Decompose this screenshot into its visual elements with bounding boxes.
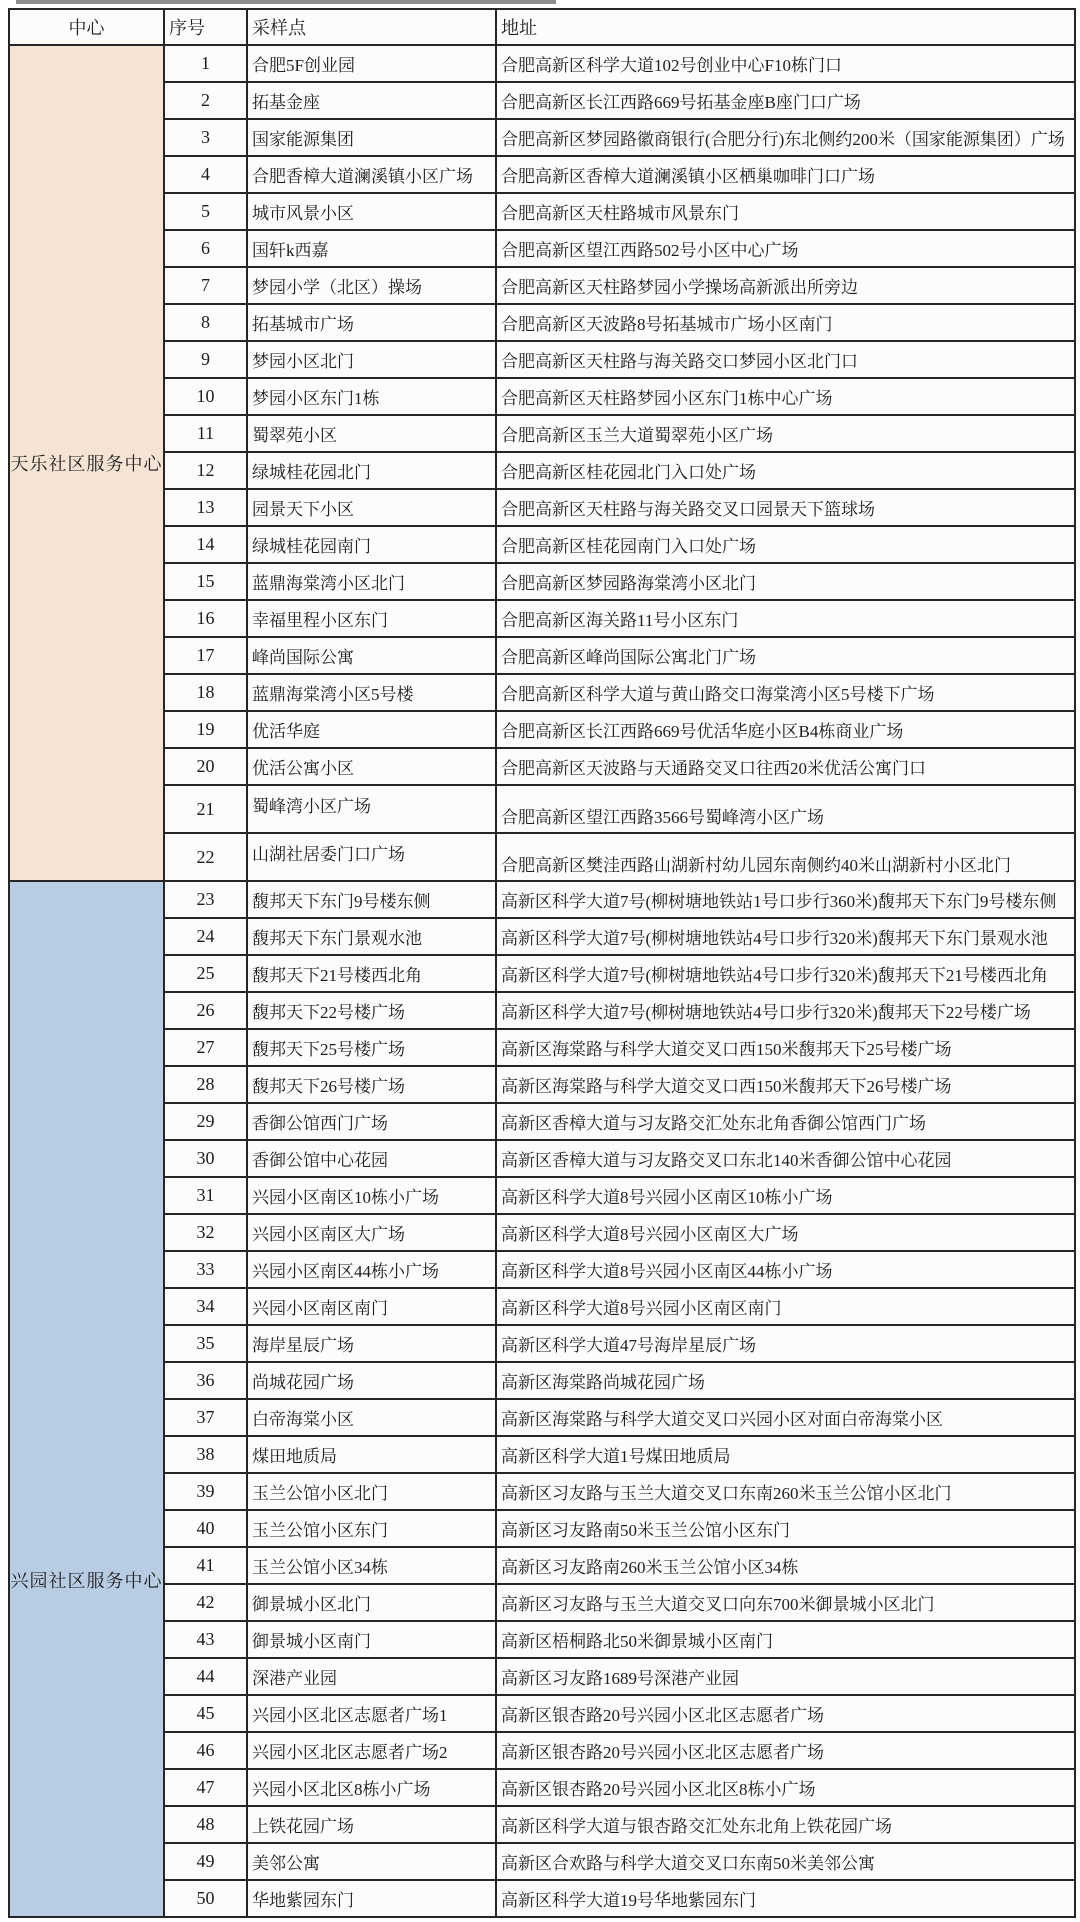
table-row [9,452,1075,489]
table-row [9,1436,1075,1473]
address-cell: 高新区科学大道7号(柳树塘地铁站4号口步行320米)馥邦天下21号楼西北角 [496,955,1075,992]
address-cell: 高新区科学大道7号(柳树塘地铁站1号口步行360米)馥邦天下东门9号楼东侧 [496,881,1075,918]
site-cell: 海岸星辰广场 [247,1325,496,1362]
table-row [9,304,1075,341]
row-number-cell: 10 [164,378,247,415]
row-number-cell: 26 [164,992,247,1029]
row-number-cell: 22 [164,833,247,881]
row-number-cell: 2 [164,82,247,119]
site-cell: 兴园小区北区志愿者广场1 [247,1695,496,1732]
table-row [9,1473,1075,1510]
table-row [9,637,1075,674]
row-number-cell: 36 [164,1362,247,1399]
row-number-cell: 25 [164,955,247,992]
address-cell: 合肥高新区峰尚国际公寓北门广场 [496,637,1075,674]
site-cell: 拓基城市广场 [247,304,496,341]
row-number-cell: 44 [164,1658,247,1695]
row-number-cell: 37 [164,1399,247,1436]
address-cell: 高新区习友路与玉兰大道交叉口向东700米御景城小区北门 [496,1584,1075,1621]
table-row [9,955,1075,992]
address-cell: 合肥高新区梦园路海棠湾小区北门 [496,563,1075,600]
row-number-cell: 42 [164,1584,247,1621]
table-row [9,881,1075,918]
row-number-cell: 23 [164,881,247,918]
site-cell: 兴园小区南区10栋小广场 [247,1177,496,1214]
table-row [9,1140,1075,1177]
table-row [9,415,1075,452]
row-number-cell: 24 [164,918,247,955]
table-row [9,378,1075,415]
row-number-cell: 41 [164,1547,247,1584]
row-number-cell: 9 [164,341,247,378]
table-row [9,833,1075,881]
address-cell: 合肥高新区天柱路与海关路交叉口园景天下篮球场 [496,489,1075,526]
address-cell: 合肥高新区望江西路3566号蜀峰湾小区广场 [496,785,1075,833]
header-row [9,9,1075,45]
row-number-cell: 39 [164,1473,247,1510]
table-row [9,193,1075,230]
row-number-cell: 16 [164,600,247,637]
address-cell: 高新区科学大道8号兴园小区南区44栋小广场 [496,1251,1075,1288]
row-number-cell: 3 [164,119,247,156]
address-cell: 合肥高新区长江西路669号拓基金座B座门口广场 [496,82,1075,119]
table-row [9,600,1075,637]
site-cell: 煤田地质局 [247,1436,496,1473]
address-cell: 合肥高新区天波路与天通路交叉口往西20米优活公寓门口 [496,748,1075,785]
site-cell: 玉兰公馆小区34栋 [247,1547,496,1584]
site-cell: 馥邦天下21号楼西北角 [247,955,496,992]
address-cell: 高新区科学大道与银杏路交汇处东北角上铁花园广场 [496,1806,1075,1843]
address-cell: 高新区海棠路与科学大道交叉口西150米馥邦天下26号楼广场 [496,1066,1075,1103]
row-number-cell: 47 [164,1769,247,1806]
address-cell: 高新区香樟大道与习友路交叉口东北140米香御公馆中心花园 [496,1140,1075,1177]
table-row [9,1621,1075,1658]
table-row [9,1325,1075,1362]
row-number-cell: 33 [164,1251,247,1288]
table-row [9,82,1075,119]
site-cell: 美邻公寓 [247,1843,496,1880]
header-site: 采样点 [247,9,496,45]
table-row [9,1806,1075,1843]
site-cell: 城市风景小区 [247,193,496,230]
site-cell: 合肥香樟大道澜溪镇小区广场 [247,156,496,193]
site-cell: 合肥5F创业园 [247,45,496,82]
table-row [9,711,1075,748]
site-cell: 馥邦天下东门景观水池 [247,918,496,955]
address-cell: 高新区科学大道47号海岸星辰广场 [496,1325,1075,1362]
site-cell: 馥邦天下22号楼广场 [247,992,496,1029]
address-cell: 合肥高新区天柱路城市风景东门 [496,193,1075,230]
address-cell: 高新区科学大道7号(柳树塘地铁站4号口步行320米)馥邦天下东门景观水池 [496,918,1075,955]
row-number-cell: 17 [164,637,247,674]
site-cell: 兴园小区南区南门 [247,1288,496,1325]
row-number-cell: 38 [164,1436,247,1473]
site-cell: 兴园小区北区志愿者广场2 [247,1732,496,1769]
site-cell: 优活公寓小区 [247,748,496,785]
row-number-cell: 11 [164,415,247,452]
site-cell: 香御公馆西门广场 [247,1103,496,1140]
site-cell: 白帝海棠小区 [247,1399,496,1436]
address-cell: 合肥高新区天波路8号拓基城市广场小区南门 [496,304,1075,341]
row-number-cell: 18 [164,674,247,711]
row-number-cell: 12 [164,452,247,489]
address-cell: 合肥高新区天柱路梦园小区东门1栋中心广场 [496,378,1075,415]
table-row [9,526,1075,563]
site-cell: 蜀翠苑小区 [247,415,496,452]
address-cell: 合肥高新区海关路11号小区东门 [496,600,1075,637]
table-row [9,1510,1075,1547]
address-cell: 高新区习友路南260米玉兰公馆小区34栋 [496,1547,1075,1584]
site-cell: 香御公馆中心花园 [247,1140,496,1177]
table-row [9,992,1075,1029]
row-number-cell: 7 [164,267,247,304]
table-row [9,563,1075,600]
site-cell: 幸福里程小区东门 [247,600,496,637]
header-no: 序号 [164,9,247,45]
row-number-cell: 28 [164,1066,247,1103]
site-cell: 蓝鼎海棠湾小区5号楼 [247,674,496,711]
table-row [9,119,1075,156]
address-cell: 合肥高新区玉兰大道蜀翠苑小区广场 [496,415,1075,452]
address-cell: 高新区习友路与玉兰大道交叉口东南260米玉兰公馆小区北门 [496,1473,1075,1510]
site-cell: 梦园小区北门 [247,341,496,378]
address-cell: 高新区银杏路20号兴园小区北区志愿者广场 [496,1695,1075,1732]
row-number-cell: 43 [164,1621,247,1658]
site-cell: 尚城花园广场 [247,1362,496,1399]
site-cell: 兴园小区南区大广场 [247,1214,496,1251]
site-cell: 梦园小学（北区）操场 [247,267,496,304]
row-number-cell: 21 [164,785,247,833]
address-cell: 高新区银杏路20号兴园小区北区志愿者广场 [496,1732,1075,1769]
address-cell: 合肥高新区天柱路梦园小学操场高新派出所旁边 [496,267,1075,304]
table-row [9,785,1075,833]
site-cell: 国家能源集团 [247,119,496,156]
row-number-cell: 19 [164,711,247,748]
row-number-cell: 1 [164,45,247,82]
table-row [9,1658,1075,1695]
table-row [9,1880,1075,1917]
row-number-cell: 32 [164,1214,247,1251]
row-number-cell: 50 [164,1880,247,1917]
table-row [9,918,1075,955]
table-row [9,748,1075,785]
site-cell: 拓基金座 [247,82,496,119]
sampling-points-table [8,8,1076,1918]
site-cell: 兴园小区北区8栋小广场 [247,1769,496,1806]
row-number-cell: 49 [164,1843,247,1880]
row-number-cell: 29 [164,1103,247,1140]
address-cell: 合肥高新区科学大道102号创业中心F10栋门口 [496,45,1075,82]
row-number-cell: 6 [164,230,247,267]
row-number-cell: 46 [164,1732,247,1769]
row-number-cell: 30 [164,1140,247,1177]
address-cell: 高新区习友路南50米玉兰公馆小区东门 [496,1510,1075,1547]
header-center: 中心 [9,9,164,45]
site-cell: 御景城小区南门 [247,1621,496,1658]
address-cell: 高新区科学大道19号华地紫园东门 [496,1880,1075,1917]
table-row [9,1177,1075,1214]
address-cell: 高新区海棠路尚城花园广场 [496,1362,1075,1399]
address-cell: 合肥高新区天柱路与海关路交口梦园小区北门口 [496,341,1075,378]
address-cell: 高新区合欢路与科学大道交叉口东南50米美邻公寓 [496,1843,1075,1880]
address-cell: 合肥高新区桂花园北门入口处广场 [496,452,1075,489]
site-cell: 上铁花园广场 [247,1806,496,1843]
row-number-cell: 31 [164,1177,247,1214]
table-row [9,1843,1075,1880]
site-cell: 山湖社居委门口广场 [247,833,496,881]
address-cell: 高新区习友路1689号深港产业园 [496,1658,1075,1695]
header-address: 地址 [496,9,1075,45]
center-group-label: 兴园社区服务中心 [10,1570,163,1591]
row-number-cell: 20 [164,748,247,785]
site-cell: 玉兰公馆小区北门 [247,1473,496,1510]
table-row [9,230,1075,267]
table-body [9,45,1075,1917]
address-cell: 合肥高新区科学大道与黄山路交口海棠湾小区5号楼下广场 [496,674,1075,711]
address-cell: 合肥高新区樊洼西路山湖新村幼儿园东南侧约40米山湖新村小区北门 [496,833,1075,881]
table-row [9,1029,1075,1066]
address-cell: 高新区科学大道8号兴园小区南区大广场 [496,1214,1075,1251]
center-group-cell [9,881,164,1917]
address-cell: 合肥高新区桂花园南门入口处广场 [496,526,1075,563]
table-row [9,1584,1075,1621]
table-row [9,1769,1075,1806]
row-number-cell: 14 [164,526,247,563]
table-row [9,45,1075,82]
address-cell: 高新区科学大道1号煤田地质局 [496,1436,1075,1473]
address-cell: 高新区科学大道8号兴园小区南区10栋小广场 [496,1177,1075,1214]
table-row [9,1399,1075,1436]
table-row [9,1547,1075,1584]
site-cell: 深港产业园 [247,1658,496,1695]
table-row [9,1732,1075,1769]
site-cell: 馥邦天下东门9号楼东侧 [247,881,496,918]
site-cell: 蓝鼎海棠湾小区北门 [247,563,496,600]
row-number-cell: 13 [164,489,247,526]
top-edge-artifact [16,0,556,4]
site-cell: 蜀峰湾小区广场 [247,785,496,833]
table-row [9,1362,1075,1399]
site-cell: 峰尚国际公寓 [247,637,496,674]
row-number-cell: 35 [164,1325,247,1362]
address-cell: 高新区科学大道8号兴园小区南区南门 [496,1288,1075,1325]
center-group-label: 天乐社区服务中心 [10,454,163,474]
address-cell: 合肥高新区望江西路502号小区中心广场 [496,230,1075,267]
address-cell: 高新区海棠路与科学大道交叉口兴园小区对面白帝海棠小区 [496,1399,1075,1436]
site-cell: 兴园小区南区44栋小广场 [247,1251,496,1288]
row-number-cell: 5 [164,193,247,230]
site-cell: 玉兰公馆小区东门 [247,1510,496,1547]
site-cell: 馥邦天下25号楼广场 [247,1029,496,1066]
site-cell: 园景天下小区 [247,489,496,526]
table-row [9,341,1075,378]
table-row [9,1103,1075,1140]
site-cell: 华地紫园东门 [247,1880,496,1917]
table-row [9,1066,1075,1103]
site-cell: 优活华庭 [247,711,496,748]
address-cell: 高新区梧桐路北50米御景城小区南门 [496,1621,1075,1658]
site-cell: 梦园小区东门1栋 [247,378,496,415]
row-number-cell: 4 [164,156,247,193]
site-cell: 馥邦天下26号楼广场 [247,1066,496,1103]
row-number-cell: 48 [164,1806,247,1843]
table-row [9,156,1075,193]
center-group-cell [9,45,164,881]
row-number-cell: 15 [164,563,247,600]
address-cell: 高新区香樟大道与习友路交汇处东北角香御公馆西门广场 [496,1103,1075,1140]
address-cell: 合肥高新区长江西路669号优活华庭小区B4栋商业广场 [496,711,1075,748]
table-row [9,267,1075,304]
address-cell: 高新区海棠路与科学大道交叉口西150米馥邦天下25号楼广场 [496,1029,1075,1066]
table-row [9,1288,1075,1325]
address-cell: 合肥高新区香樟大道澜溪镇小区栖巢咖啡门口广场 [496,156,1075,193]
row-number-cell: 40 [164,1510,247,1547]
site-cell: 绿城桂花园北门 [247,452,496,489]
table-row [9,489,1075,526]
site-cell: 御景城小区北门 [247,1584,496,1621]
site-cell: 绿城桂花园南门 [247,526,496,563]
row-number-cell: 34 [164,1288,247,1325]
address-cell: 高新区科学大道7号(柳树塘地铁站4号口步行320米)馥邦天下22号楼广场 [496,992,1075,1029]
row-number-cell: 45 [164,1695,247,1732]
table-row [9,1251,1075,1288]
table-row [9,1695,1075,1732]
address-cell: 合肥高新区梦园路徽商银行(合肥分行)东北侧约200米（国家能源集团）广场 [496,119,1075,156]
address-cell: 高新区银杏路20号兴园小区北区8栋小广场 [496,1769,1075,1806]
row-number-cell: 27 [164,1029,247,1066]
table-row [9,1214,1075,1251]
row-number-cell: 8 [164,304,247,341]
table-row [9,674,1075,711]
site-cell: 国轩k西嘉 [247,230,496,267]
